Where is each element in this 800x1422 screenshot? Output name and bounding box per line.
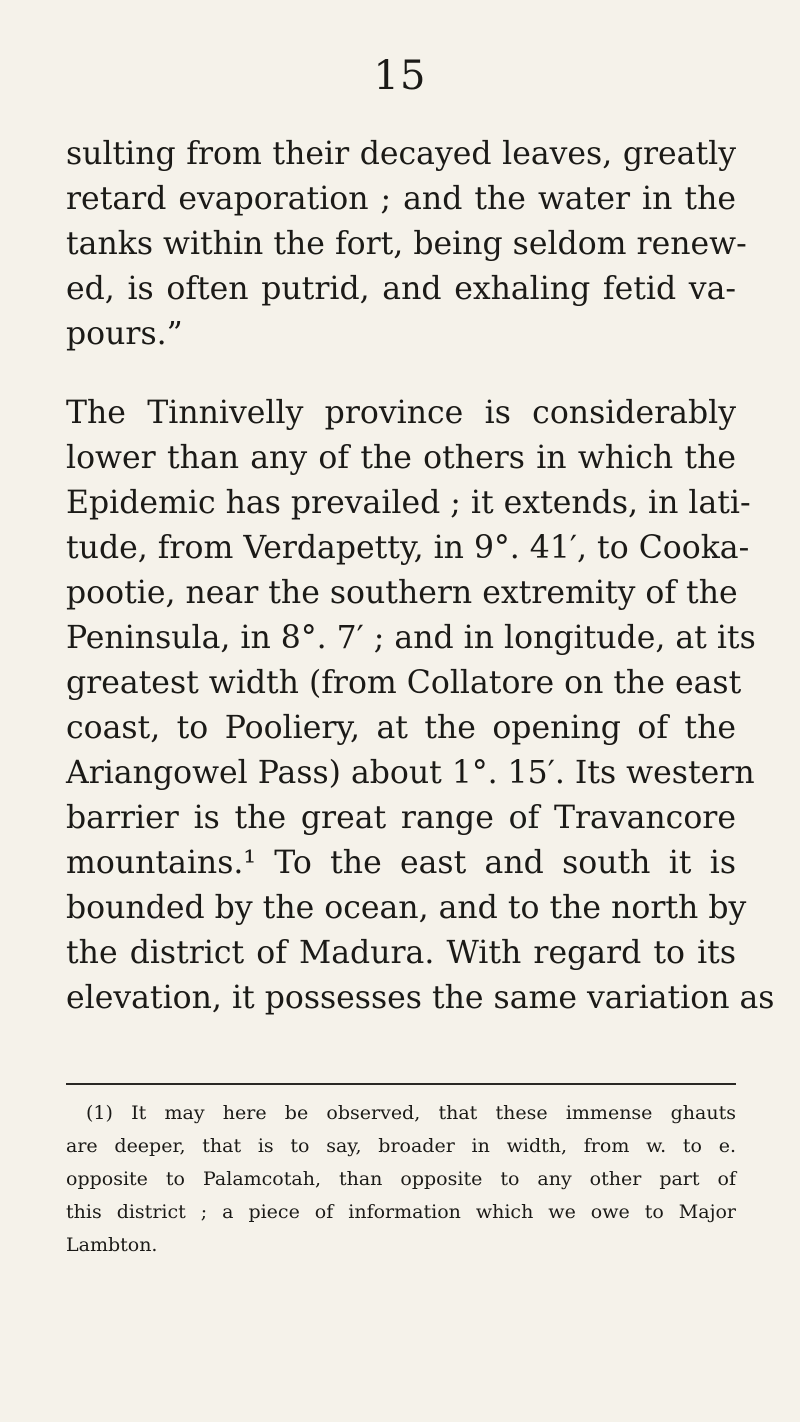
paragraph-tinnivelly xyxy=(66,391,775,1021)
text-line: pours.” xyxy=(66,316,183,352)
text-line: ed, is often putrid, and exhaling fetid va- xyxy=(66,271,736,307)
text-line: Ariangowel Pass) about 1°. 15′. Its western xyxy=(66,755,755,791)
text-line: coast, to Pooliery, at the opening of the xyxy=(66,710,736,746)
body-text xyxy=(66,132,775,1021)
text-line: the district of Madura. With regard to its xyxy=(66,935,736,971)
text-line: elevation, it possesses the same variation as xyxy=(66,980,775,1016)
text-line: Peninsula, in 8°. 7′ ; and in longitude, at its xyxy=(66,620,756,656)
footnote-line: are deeper, that is to say, broader in width, from w. to e. xyxy=(66,1135,736,1157)
text-line: greatest width (from Collatore on the east xyxy=(66,665,742,701)
page-number: 15 xyxy=(373,53,427,99)
text-line: mountains.¹ To the east and south it is xyxy=(66,845,736,881)
footnote-line: Lambton. xyxy=(66,1234,158,1256)
text-line: tude, from Verdapetty, in 9°. 41′, to Cooka- xyxy=(66,530,750,566)
paragraph-continued xyxy=(66,132,747,357)
footnote-line: (1) It may here be observed, that these immense ghauts xyxy=(86,1102,736,1124)
text-line: tanks within the fort, being seldom renew- xyxy=(66,226,747,262)
text-line: pootie, near the southern extremity of the xyxy=(66,575,738,611)
text-line: The Tinnivelly province is considerably xyxy=(66,395,736,431)
footnote-line: opposite to Palamcotah, than opposite to any other part of xyxy=(66,1168,736,1190)
text-line: lower than any of the others in which the xyxy=(66,440,736,476)
footnote-line: this district ; a piece of information which we owe to Major xyxy=(66,1201,736,1223)
text-line: retard evaporation ; and the water in the xyxy=(66,181,736,217)
footnote xyxy=(66,1097,736,1262)
text-line: bounded by the ocean, and to the north by xyxy=(66,890,747,926)
text-line: Epidemic has prevailed ; it extends, in lati- xyxy=(66,485,751,521)
text-line: sulting from their decayed leaves, greatly xyxy=(66,136,736,172)
footnote-rule xyxy=(66,1083,736,1085)
paragraph-gap xyxy=(66,357,736,391)
text-line: barrier is the great range of Travancore xyxy=(66,800,736,836)
